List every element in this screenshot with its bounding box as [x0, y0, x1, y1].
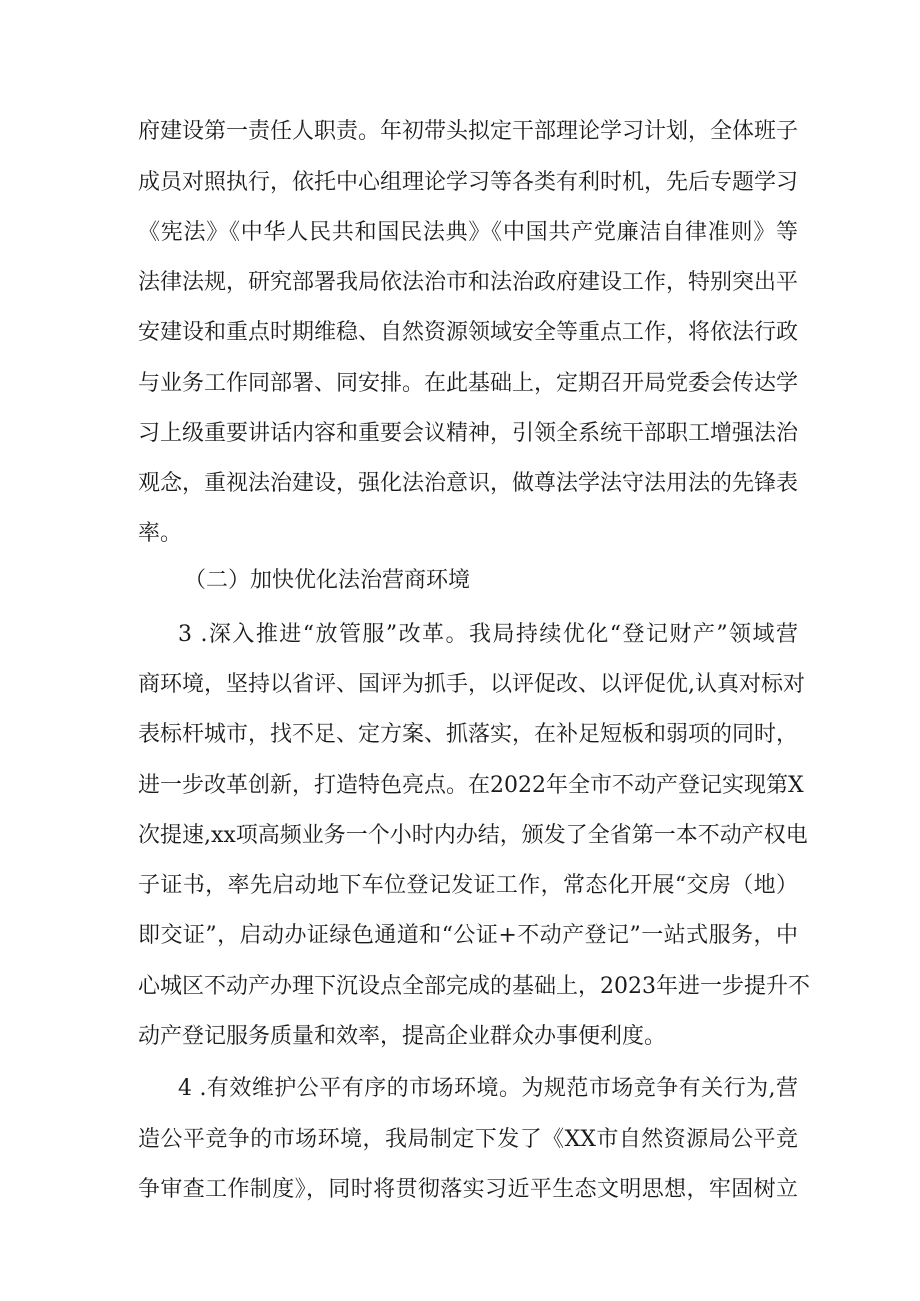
paragraph-line: 与业务工作同部署、同安排。在此基础上，定期召开局党委会传达学	[138, 371, 799, 396]
paragraph-line: 安建设和重点时期维稳、自然资源领域安全等重点工作，将依法行政	[138, 320, 799, 345]
section-heading: （二）加快优化法治营商环境	[184, 568, 471, 593]
paragraph-line: 心城区不动产办理下沉设点全部完成的基础上，2023年进一步提升不	[138, 974, 810, 999]
paragraph-line: 成员对照执行，依托中心组理论学习等各类有利时机，先后专题学习	[138, 170, 799, 195]
paragraph-line: 即交证”，启动办证绿色通道和“公证+不动产登记”一站式服务，中	[138, 923, 798, 948]
paragraph-line: 商环境，坚持以省评、国评为抓手，以评促改、以评促优,认真对标对	[138, 672, 805, 697]
paragraph-line: 表标杆城市，找不足、定方案、抓落实，在补足短板和弱项的同时，	[138, 722, 799, 747]
paragraph-line: 3 .深入推进“放管服”改革。我局持续优化“登记财产”领域营	[178, 622, 798, 647]
paragraph-line: 习上级重要讲话内容和重要会议精神，引领全系统干部职工增强法治	[138, 421, 799, 446]
paragraph-line: 进一步改革创新，打造特色亮点。在2022年全市不动产登记实现第X	[138, 773, 804, 798]
paragraph-line: 《宪法》《中华人民共和国民法典》《中国共产党廉洁自律准则》等	[138, 220, 798, 245]
paragraph-line: 4 .有效维护公平有序的市场环境。为规范市场竞争有关行为,营	[178, 1076, 798, 1101]
paragraph-line: 观念，重视法治建设，强化法治意识，做尊法学法守法用法的先锋表	[138, 471, 799, 496]
paragraph-line: 次提速,xx项高频业务一个小时内办结，颁发了全省第一本不动产权电	[138, 823, 808, 848]
paragraph-line: 法律法规，研究部署我局依法治市和法治政府建设工作，特别突出平	[138, 270, 799, 295]
paragraph-line: 造公平竞争的市场环境，我局制定下发了《XX市自然资源局公平竞	[138, 1127, 798, 1152]
paragraph-line: 率。	[138, 521, 183, 546]
paragraph-line: 动产登记服务质量和效率，提高企业群众办事便利度。	[138, 1024, 667, 1049]
paragraph-line: 子证书，率先启动地下车位登记发证工作，常态化开展“交房（地）	[138, 873, 798, 898]
paragraph-line: 争审查工作制度》，同时将贯彻落实习近平生态文明思想，牢固树立	[138, 1177, 798, 1202]
paragraph-line: 府建设第一责任人职责。年初带头拟定干部理论学习计划，全体班子	[138, 119, 799, 144]
